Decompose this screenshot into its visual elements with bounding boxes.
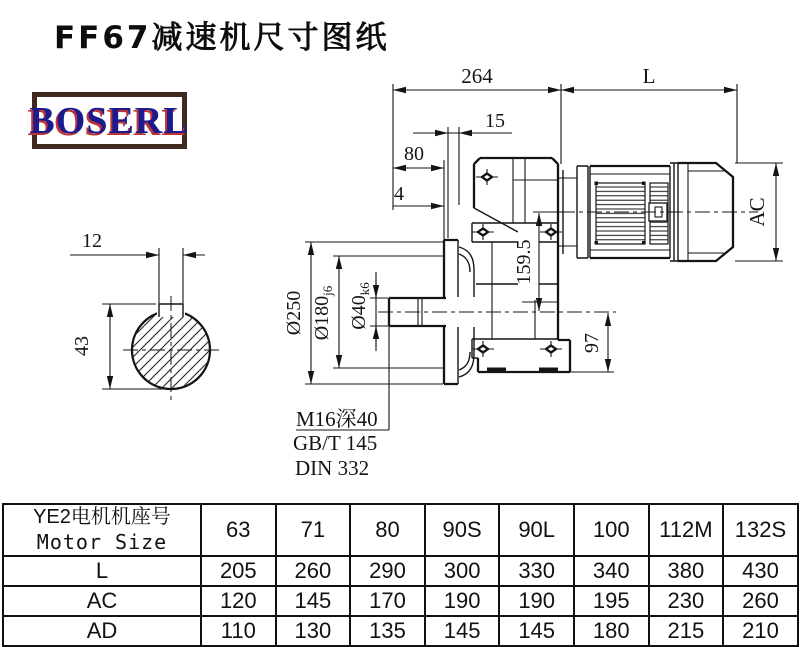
dim-4: 4 <box>394 183 404 205</box>
dim-80: 80 <box>404 143 424 165</box>
cell: 110 <box>201 616 276 646</box>
note-gbt145: GB/T 145 <box>293 431 378 455</box>
header-cn: YE2电机机座号 <box>33 506 171 528</box>
col-71: 71 <box>276 504 351 556</box>
col-112M: 112M <box>649 504 724 556</box>
row-label: AD <box>3 616 201 646</box>
tapped-hole-note <box>293 320 389 480</box>
cell: 210 <box>723 616 798 646</box>
cell: 190 <box>425 586 500 616</box>
cell: 340 <box>574 556 649 586</box>
page-title: FF67减速机尺寸图纸 <box>54 20 390 56</box>
cell: 430 <box>723 556 798 586</box>
cell: 230 <box>649 586 724 616</box>
table-row-AD <box>3 616 798 646</box>
note-m16: M16深40 <box>296 407 378 431</box>
dim-159-5: 159.5 <box>513 239 535 285</box>
cell: 205 <box>201 556 276 586</box>
cell: 145 <box>425 616 500 646</box>
cell: 215 <box>649 616 724 646</box>
table-header-row <box>3 504 798 556</box>
boserl-logo-text: BOSERL <box>29 99 190 142</box>
gearbox-and-motor-view <box>378 158 758 384</box>
dim-97: 97 <box>581 333 603 353</box>
col-63: 63 <box>201 504 276 556</box>
col-90S: 90S <box>425 504 500 556</box>
shaft-cross-section <box>70 230 220 404</box>
dim-flange-od: Ø250 <box>283 290 305 336</box>
dim-15: 15 <box>485 110 505 132</box>
cell: 120 <box>201 586 276 616</box>
cell: 130 <box>276 616 351 646</box>
col-90L: 90L <box>499 504 574 556</box>
note-din332: DIN 332 <box>295 456 370 480</box>
cell: 135 <box>350 616 425 646</box>
row-label: L <box>3 556 201 586</box>
cell: 170 <box>350 586 425 616</box>
cell: 180 <box>574 616 649 646</box>
col-100: 100 <box>574 504 649 556</box>
cell: 145 <box>499 616 574 646</box>
dim-spigot: $Ø180_{j6}$ <box>311 285 335 341</box>
table-header-cell <box>3 504 201 556</box>
table-row-AC <box>3 586 798 616</box>
row-label: AC <box>3 586 201 616</box>
dim-shaft-d: $Ø40_{k6}$ <box>348 282 372 330</box>
cell: 190 <box>499 586 574 616</box>
cell: 145 <box>276 586 351 616</box>
cell: 260 <box>276 556 351 586</box>
col-132S: 132S <box>723 504 798 556</box>
dim-key-height: 43 <box>71 336 93 356</box>
header-en: Motor Size <box>36 530 168 554</box>
motor-size-table <box>2 503 799 647</box>
cell: 380 <box>649 556 724 586</box>
dim-key-width: 12 <box>82 230 102 252</box>
cell: 260 <box>723 586 798 616</box>
cell: 290 <box>350 556 425 586</box>
table-row-L <box>3 556 798 586</box>
dimensions <box>283 64 783 480</box>
dim-264: 264 <box>461 64 493 88</box>
dim-L: L <box>642 64 656 88</box>
cell: 300 <box>425 556 500 586</box>
cell: 330 <box>499 556 574 586</box>
dim-AC: AC <box>745 197 769 227</box>
col-80: 80 <box>350 504 425 556</box>
cell: 195 <box>574 586 649 616</box>
